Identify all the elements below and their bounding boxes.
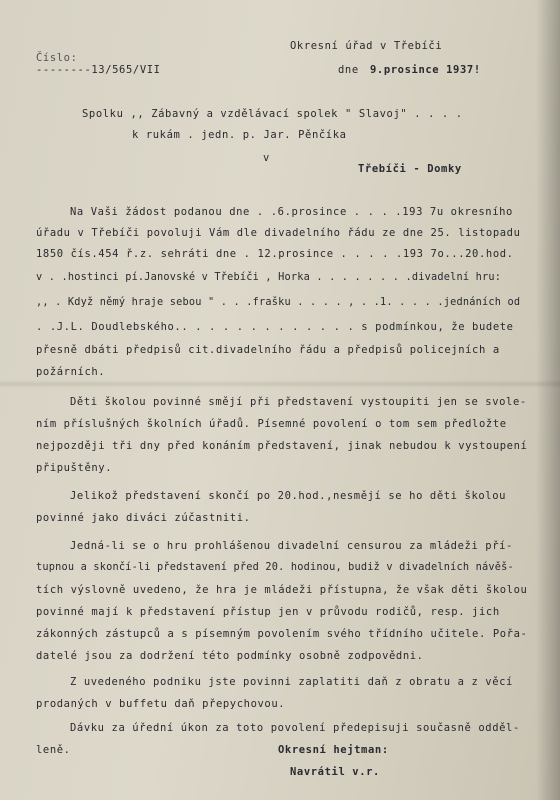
body-line: zákonných zástupců a s písemným povolením svého třídního učitele. Pořa- (36, 628, 528, 640)
paper-fold (0, 380, 560, 388)
date-prefix: dne (338, 64, 359, 76)
body-line: Na Vaši žádost podanou dne . .6.prosince . . . .193 7u okresního (70, 206, 513, 218)
body-line: Jedná-li se o hru prohlášenou divadelní censurou za mládeži pří- (70, 540, 513, 552)
body-line: tupnou a skončí-li představení před 20. hodinou, budiž v divadelních návěš- (36, 561, 514, 573)
body-line: ,, . Když němý hraje sebou " . . .frašku . . . . , . .1. . . . .jednáních od (36, 296, 521, 308)
body-line: připuštěny. (36, 462, 113, 474)
document-date: 9.prosince 1937! (370, 64, 481, 76)
body-line: povinné jako diváci zúčastniti. (36, 512, 251, 524)
body-line: Děti školou povinné smějí při představení vystoupiti jen se svole- (70, 396, 527, 408)
body-line: Z uvedeného podniku jste povinni zaplatiti daň z obratu a z věcí (70, 676, 513, 688)
body-line: datelé jsou za dodržení této podmínky osobně zodpovědni. (36, 650, 424, 662)
signature-title: Okresní hejtman: (278, 744, 389, 756)
body-line: v . .hostinci pí.Janovské v Třebíči , Horka . . . . . . . .divadelní hru: (36, 271, 502, 283)
addressee-line-4: Třebíči - Domky (358, 163, 462, 175)
body-line: nejpozději tři dny před konáním představení, jinak nebudou k vystoupení (36, 440, 528, 452)
body-line: prodaných v buffetu daň přepychovou. (36, 698, 286, 710)
reference-number: --------13/565/VII (36, 64, 161, 76)
addressee-line-1: Spolku ,, Zábavný a vzdělávací spolek " Slavoj" . . . . (82, 108, 463, 120)
addressee-line-2: k rukám . jedn. p. Jar. Pěnčíka (132, 129, 347, 141)
body-line: leně. (36, 744, 71, 756)
body-line: ním příslušných školních úřadů. Písemné povolení o tom sem předložte (36, 418, 507, 430)
body-line: přesně dbáti předpisů cit.divadelního řádu a předpisů policejních a (36, 344, 500, 356)
page-edge-shadow (536, 0, 560, 800)
office-name: Okresní úřad v Třebíči (290, 40, 443, 52)
addressee-line-3: v (263, 152, 270, 164)
body-line: . .J.L. Doudlebského.. . . . . . . . . . . . . s podmínkou, že budete (36, 321, 514, 333)
body-line: 1850 čís.454 ř.z. sehráti dne . 12.prosince . . . . .193 7o...20.hod. (36, 248, 514, 260)
body-line: Jelikož představení skončí po 20.hod.,nesmějí se ho děti školou (70, 490, 507, 502)
signature-name: Navrátil v.r. (290, 766, 380, 778)
reference-label: Číslo: (36, 52, 78, 64)
body-line: požárních. (36, 366, 106, 378)
body-line: povinné mají k představení přístup jen v průvodu rodičů, resp. jich (36, 606, 500, 618)
body-line: úřadu v Třebíči povoluji Vám dle divadelního řádu ze dne 25. listopadu (36, 227, 521, 239)
body-line: tích výslovně uvedeno, že hra je mládeži přístupna, že však děti školou (36, 584, 528, 596)
body-line: Dávku za úřední úkon za toto povolení předepisuji současně odděl- (70, 722, 520, 734)
